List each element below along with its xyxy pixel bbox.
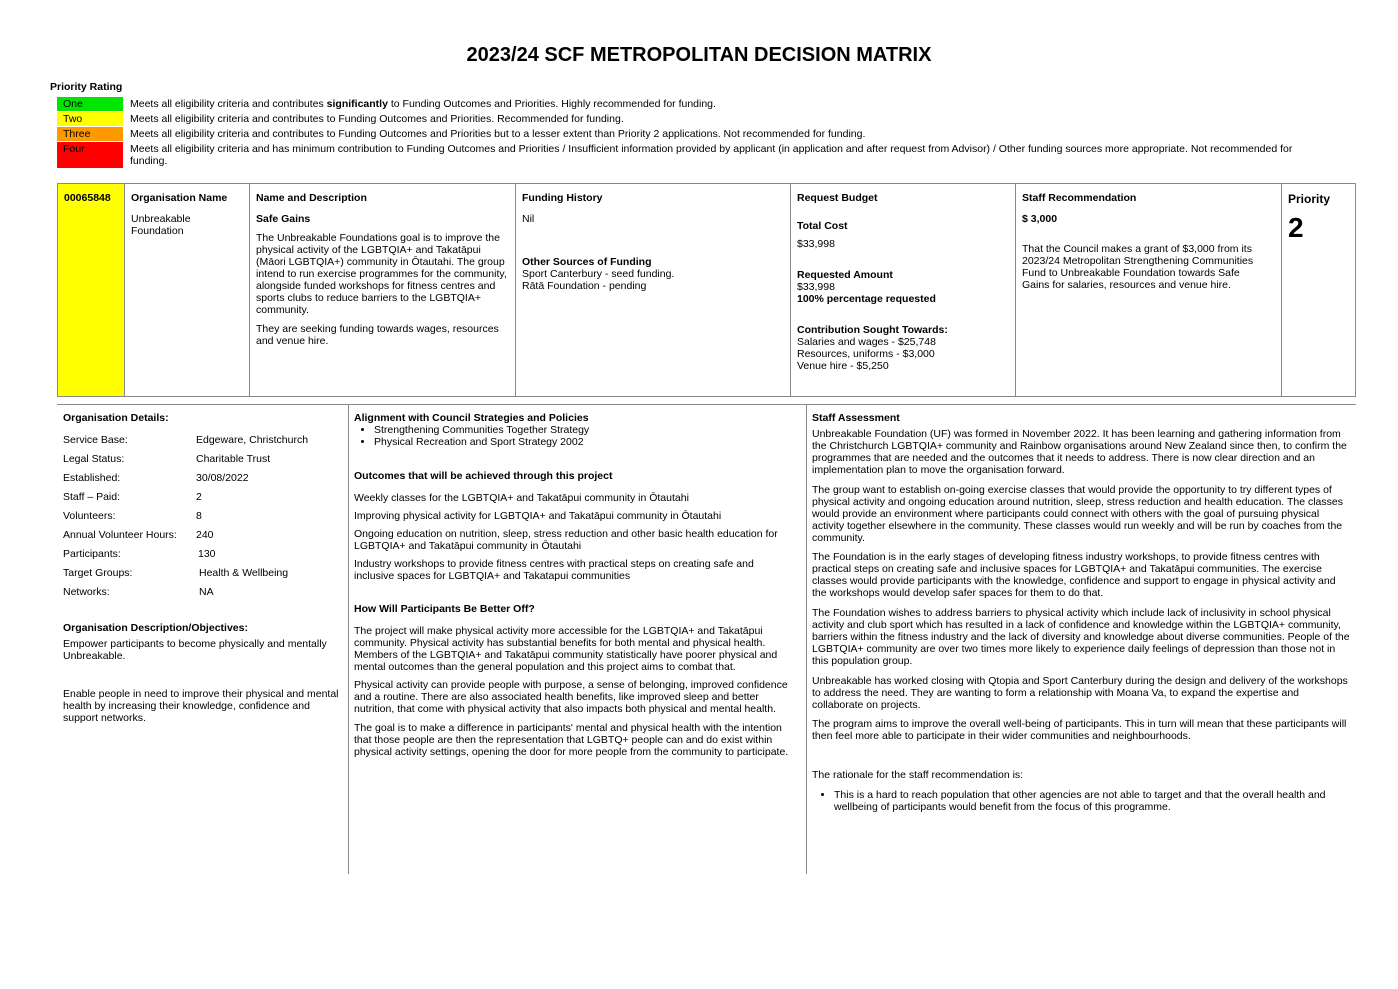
alignment-heading: Alignment with Council Strategies and Policies [354, 412, 589, 424]
strategy-list [354, 424, 814, 448]
other-sources-heading: Other Sources of Funding [522, 256, 652, 268]
priority-swatch-two: Two [57, 112, 123, 126]
section-divider [57, 404, 1356, 405]
detail-label: Staff – Paid: [63, 491, 121, 503]
priority-swatch-one: One [57, 97, 123, 111]
detail-value: NA [199, 586, 214, 598]
priority-heading: Priority [1288, 192, 1331, 206]
column-divider [806, 404, 807, 874]
project-name: Safe Gains [256, 213, 311, 225]
priority-desc-three: Meets all eligibility criteria and contributes to Funding Outcomes and Priorities but to a lesser extent than Priority 2 applications. Not recommended for funding. [130, 128, 866, 140]
other-source-item: Rātā Foundation - pending [522, 280, 647, 292]
better-off-paragraph: The goal is to make a difference in participants' mental and physical health with the intention that those people are then the representation that LGBTQ+ people can and do exist within physical activity settings, opening the door for more people from the community to participate. [354, 722, 789, 758]
priority-swatch-three: Three [57, 127, 123, 141]
request-budget-heading: Request Budget [797, 192, 878, 204]
objective-text: Enable people in need to improve their physical and mental health by increasing their knowledge, confidence and support networks. [63, 688, 339, 724]
org-name-heading: Organisation Name [131, 192, 228, 204]
funding-history-heading: Funding History [522, 192, 603, 204]
better-off-heading: How Will Participants Be Better Off? [354, 603, 535, 615]
request-budget-cell [791, 184, 1016, 396]
total-cost-value: $33,998 [797, 238, 835, 250]
org-name: Unbreakable Foundation [131, 213, 191, 237]
assessment-paragraph: The Foundation is in the early stages of developing fitness industry workshops, to provide fitness centres with practical steps on creating safe and inclusive spaces for LGBTQIA+ and Takatāpui communities. The exercise classes would provide participants with the knowledge, confidence and support to engage in physical activity and the workshops would develop safer spaces for them to do that. [812, 551, 1336, 599]
staff-recommendation-cell [1016, 184, 1282, 396]
outcome-item: Ongoing education on nutrition, sleep, stress reduction and other basic health education for LGBTQIA+ and Takatāpui community in Ōtautahi [354, 528, 778, 552]
detail-label: Annual Volunteer Hours: [63, 529, 177, 541]
detail-label: Established: [63, 472, 121, 484]
staff-assessment-heading: Staff Assessment [812, 412, 900, 424]
assessment-paragraph: Unbreakable has worked closing with Qtopia and Sport Canterbury during the design and delivery of the workshops to address the need. They are wanting to form a relationship with Moana Va, to expand the expertise and collaborate on projects. [812, 675, 1348, 711]
funding-history-cell [516, 184, 791, 396]
detail-value: Edgeware, Christchurch [196, 434, 309, 446]
project-description-funding: They are seeking funding towards wages, resources and venue hire. [256, 323, 499, 347]
org-details-heading: Organisation Details: [63, 412, 169, 424]
contribution-item: Resources, uniforms - $3,000 [797, 348, 935, 360]
requested-amount-value: $33,998 [797, 281, 835, 293]
better-off-paragraph: The project will make physical activity more accessible for the LGBTQIA+ and Takatāpui community. Physical activity has substantial benefits for both mental and physical health. Members of the LGBTQIA+ and Takatāpui community statistically have poorer physical and mental outcomes than the general population and this project aims to combat that. [354, 625, 778, 673]
assessment-paragraph: The Foundation wishes to address barriers to physical activity which include lack of inclusivity in school physical activity and club sport which has resulted in a lack of confidence and knowledge within the LGBTQIA+ community, barriers within the fitness industry and the lack of diversity and knowledge about diverse communities. People of the LGBTQIA+ community are over two times more likely to experience daily feelings of depression than those not in this population group. [812, 607, 1350, 667]
priority-cell [1282, 184, 1355, 396]
contribution-item: Venue hire - $5,250 [797, 360, 889, 372]
outcomes-heading: Outcomes that will be achieved through this project [354, 470, 613, 482]
priority-swatch-four: Four [57, 142, 123, 168]
total-cost-heading: Total Cost [797, 220, 848, 232]
detail-label: Legal Status: [63, 453, 125, 465]
staff-recommendation-heading: Staff Recommendation [1022, 192, 1137, 204]
rationale-item: • This is a hard to reach population that other agencies are not able to target and that the overall health and wellbeing of participants would benefit from the focus of this programme. [834, 789, 1354, 813]
priority-desc-two: Meets all eligibility criteria and contributes to Funding Outcomes and Priorities. Recommended for funding. [130, 113, 624, 125]
name-description-heading: Name and Description [256, 192, 367, 204]
detail-value: 2 [196, 491, 202, 503]
detail-value: Health & Wellbeing [199, 567, 289, 579]
page-title: 2023/24 SCF METROPOLITAN DECISION MATRIX [466, 44, 932, 66]
detail-label: Participants: [63, 548, 121, 560]
detail-label: Networks: [63, 586, 110, 598]
percentage-requested: 100% percentage requested [797, 293, 936, 305]
strategy-item: • Physical Recreation and Sport Strategy 2002 [374, 436, 814, 448]
strategy-item: • Strengthening Communities Together Strategy [374, 424, 814, 436]
priority-rating-heading: Priority Rating [50, 81, 123, 93]
detail-label: Target Groups: [63, 567, 133, 579]
name-description-cell [250, 184, 516, 396]
assessment-paragraph: The program aims to improve the overall well-being of participants. This in turn will mean that these participants will then feel more able to participate in their wider communities and neighbourhoods. [812, 718, 1347, 742]
detail-value: 30/08/2022 [196, 472, 249, 484]
rationale-list [814, 789, 1354, 813]
detail-label: Volunteers: [63, 510, 116, 522]
detail-value: Charitable Trust [196, 453, 271, 465]
application-id-cell [58, 184, 125, 396]
application-table [57, 183, 1356, 397]
assessment-paragraph: The group want to establish on-going exercise classes that would provide the opportunity to try different types of physical activity and ongoing education around nutrition, sleep, stress reduction and health education. The classes would provide an environment where participants could connect with others with the goal of pursuing physical activity together elsewhere in the community. These classes would run weekly and will be run by coaches from the community. [812, 484, 1343, 544]
contribution-item: Salaries and wages - $25,748 [797, 336, 936, 348]
detail-value: 130 [198, 548, 216, 560]
funding-history-value: Nil [522, 213, 535, 225]
org-name-cell [125, 184, 250, 396]
priority-value: 2 [1288, 212, 1304, 243]
detail-label: Service Base: [63, 434, 128, 446]
priority-desc-four: Meets all eligibility criteria and has minimum contribution to Funding Outcomes and Priorities / Insufficient information provided by applicant (in application and after request from Advisor) / Other funding sources more appropriate. Not recommended for funding. [130, 143, 1293, 167]
project-description: The Unbreakable Foundations goal is to improve the physical activity of the LGBTQIA+ and Takatāpui (Māori LGBTQIA+) community in Ōtautahi. The group intend to run exercise programmes for the community, alongside funded workshops for fitness centres and sports clubs to reduce barriers to the LGBTQIA+ community. [256, 232, 507, 316]
outcome-item: Industry workshops to provide fitness centres with practical steps on creating safe and inclusive spaces for LGBTQIA+ and Takatapui communities [354, 558, 754, 582]
better-off-paragraph: Physical activity can provide people with purpose, a sense of belonging, improved confidence and a routine. There are also associated health benefits, like improved sleep and better nutrition, that come with physical activity that also impacts both physical and mental health. [354, 679, 788, 715]
outcome-item: Improving physical activity for LGBTQIA+ and Takatāpui community in Ōtautahi [354, 510, 722, 522]
priority-desc-one: Meets all eligibility criteria and contributes significantly to Funding Outcomes and Priorities. Highly recommended for funding. [130, 98, 716, 110]
objectives-heading: Organisation Description/Objectives: [63, 622, 248, 634]
objective-text: Empower participants to become physically and mentally Unbreakable. [63, 638, 327, 662]
outcome-item: Weekly classes for the LGBTQIA+ and Takatāpui community in Ōtautahi [354, 492, 689, 504]
contribution-heading: Contribution Sought Towards: [797, 324, 948, 336]
rationale-intro: The rationale for the staff recommendation is: [812, 769, 1024, 781]
application-id: 00065848 [64, 192, 111, 204]
detail-value: 240 [196, 529, 214, 541]
assessment-paragraph: Unbreakable Foundation (UF) was formed in November 2022. It has been learning and gathering information from the Christchurch LGBTQIA+ community and Rainbow organisations around New Zealand since then, to confirm the programmes that are needed and the outcomes that it needs to address. There is now clear direction and an implementation plan to move the organisation forward. [812, 428, 1347, 476]
detail-value: 8 [196, 510, 202, 522]
requested-amount-heading: Requested Amount [797, 269, 893, 281]
staff-recommendation-text: That the Council makes a grant of $3,000 from its 2023/24 Metropolitan Strengthening Communities Fund to Unbreakable Foundation towards Safe Gains for salaries, resources and venue hire. [1022, 243, 1254, 291]
other-source-item: Sport Canterbury - seed funding. [522, 268, 675, 280]
staff-recommendation-amount: $ 3,000 [1022, 213, 1058, 225]
column-divider [348, 404, 349, 874]
